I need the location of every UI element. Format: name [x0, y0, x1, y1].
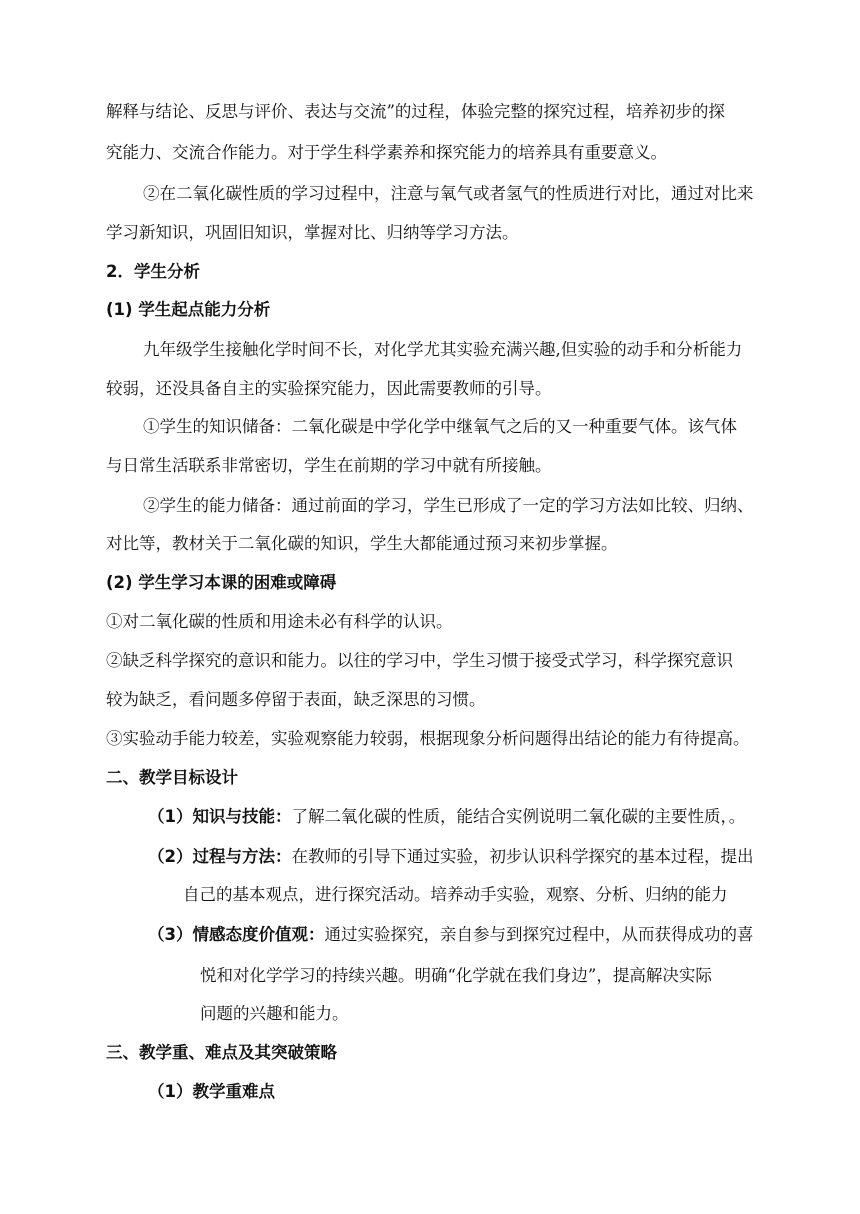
paragraph-line: 解释与结论、反思与评价、表达与交流”的过程，体验完整的探究过程，培养初步的探: [106, 102, 725, 121]
goal-text: 通过实验探究，亲自参与到探究过程中，从而获得成功的喜: [324, 925, 754, 944]
goal-label: （2）过程与方法：: [148, 847, 292, 866]
list-item: ③实验动手能力较差，实验观察能力较弱，根据现象分析问题得出结论的能力有待提高。: [106, 729, 750, 748]
section-heading: 三、教学重、难点及其突破策略: [106, 1043, 337, 1062]
subsection-heading: （1）教学重难点: [148, 1082, 275, 1101]
goal-continuation: 自己的基本观点，进行探究活动。培养动手实验，观察、分析、归纳的能力: [183, 885, 728, 904]
goal-text: 了解二氧化碳的性质，能结合实例说明二氧化碳的主要性质，。: [291, 807, 746, 826]
paragraph-line: 学习新知识，巩固旧知识，掌握对比、归纳等学习方法。: [106, 223, 519, 242]
list-item: ①对二氧化碳的性质和用途未必有科学的认识。: [106, 612, 453, 631]
subsection-heading: (2) 学生学习本课的困难或障碍: [106, 573, 337, 592]
paragraph-line: 较为缺乏，看问题多停留于表面，缺乏深思的习惯。: [106, 690, 486, 709]
paragraph-line: 较弱，还没具备自主的实验探究能力，因此需要教师的引导。: [106, 379, 552, 398]
goal-continuation: 问题的兴趣和能力。: [200, 1004, 349, 1023]
goal-label: （3）情感态度价值观：: [148, 925, 325, 944]
subsection-heading: (1) 学生起点能力分析: [106, 300, 271, 319]
paragraph-line: 对比等，教材关于二氧化碳的知识，学生大都能通过预习来初步掌握。: [106, 534, 618, 553]
goal-item-attitude: [148, 923, 820, 947]
paragraph-line: ②在二氧化碳性质的学习过程中，注意与氧气或者氢气的性质进行对比，通过对比来: [143, 184, 754, 203]
goal-continuation: 悦和对化学学习的持续兴趣。明确“化学就在我们身边”，提高解决实际: [200, 966, 712, 985]
goal-text: 在教师的引导下通过实验，初步认识科学探究的基本过程，提出: [291, 847, 754, 866]
goal-item-process: [148, 845, 820, 869]
paragraph-line: 与日常生活联系非常密切，学生在前期的学习中就有所接触。: [106, 456, 552, 475]
paragraph-line: ②学生的能力储备：通过前面的学习，学生已形成了一定的学习方法如比较、归纳、: [143, 496, 754, 515]
paragraph-line: ①学生的知识储备：二氧化碳是中学化学中继氧气之后的又一种重要气体。该气体: [143, 417, 737, 436]
list-item: ②缺乏科学探究的意识和能力。以往的学习中，学生习惯于接受式学习，科学探究意识: [106, 651, 733, 670]
goal-item-knowledge: [148, 805, 820, 829]
section-heading: 2．学生分析: [106, 262, 200, 281]
paragraph-line: 究能力、交流合作能力。对于学生科学素养和探究能力的培养具有重要意义。: [106, 143, 667, 162]
goal-label: （1）知识与技能：: [148, 807, 292, 826]
paragraph-line: 九年级学生接触化学时间不长，对化学尤其实验充满兴趣,但实验的动手和分析能力: [143, 340, 743, 359]
section-heading: 二、教学目标设计: [106, 768, 238, 787]
